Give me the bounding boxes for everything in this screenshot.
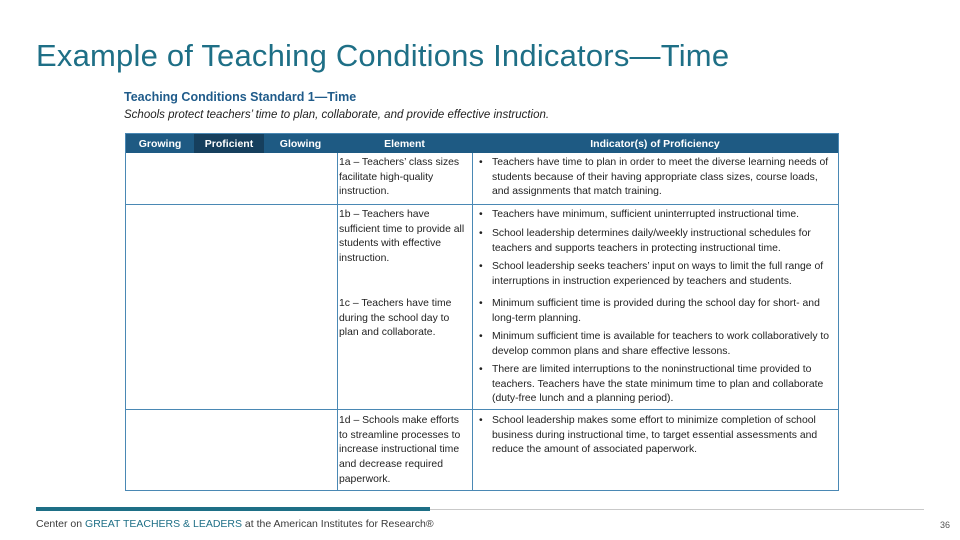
bullet-icon: • — [479, 261, 483, 272]
indicator-text: Teachers have minimum, sufficient uninterrupted instructional time. — [492, 209, 800, 220]
indicator-item — [479, 330, 836, 359]
indicators-table — [125, 133, 839, 491]
bullet-icon: • — [479, 228, 483, 239]
bullet-icon: • — [479, 364, 483, 375]
footer-prefix: Center on — [36, 518, 86, 530]
footer-divider — [430, 509, 924, 510]
row-divider — [126, 409, 838, 410]
header-proficient: Proficient — [194, 134, 264, 153]
element-1c: 1c – Teachers have time during the school day to plan and collaborate. — [339, 298, 452, 339]
indicator-item — [479, 297, 836, 326]
header-growing: Growing — [126, 134, 194, 153]
bullet-icon: • — [479, 415, 483, 426]
indicator-item — [479, 208, 836, 223]
slide-title: Example of Teaching Conditions Indicators—Time — [36, 38, 730, 73]
indicator-text: Teachers have time to plan in order to meet the diverse learning needs of students because of their having appropriate class sizes, course loads, and assignments that match training. — [492, 157, 829, 198]
bullet-icon: • — [479, 157, 483, 168]
header-indicators: Indicator(s) of Proficiency — [472, 134, 838, 153]
indicator-text: There are limited interruptions to the noninstructional time provided to teachers. Teachers have the state minimum time to plan and collaborate (duty-free lunch and a planning period). — [492, 364, 824, 405]
footer-organization: GREAT TEACHERS & LEADERS — [85, 518, 242, 530]
footer-accent-bar — [36, 507, 430, 511]
indicator-item — [479, 156, 836, 200]
indicator-text: Minimum sufficient time is provided during the school day for short- and long-term planning. — [492, 298, 820, 324]
standard-title: Teaching Conditions Standard 1—Time — [124, 90, 357, 104]
header-glowing: Glowing — [264, 134, 337, 153]
bullet-icon: • — [479, 331, 483, 342]
row-divider — [126, 204, 838, 205]
indicator-text: School leadership seeks teachers’ input on ways to limit the full range of interruptions in instruction experienced by teachers and students. — [492, 261, 824, 287]
indicator-item — [479, 414, 836, 458]
bullet-icon: • — [479, 298, 483, 309]
indicator-item — [479, 363, 836, 407]
bullet-icon: • — [479, 209, 483, 220]
indicator-text: School leadership makes some effort to minimize completion of school business during instructional time, to target essential assessments and reduce the amount of associated paperwork. — [492, 415, 818, 456]
element-1b: 1b – Teachers have sufficient time to provide all students with effective instruction. — [339, 209, 465, 265]
indicator-item — [479, 260, 836, 289]
header-element: Element — [337, 134, 472, 153]
element-1d: 1d – Schools make efforts to streamline processes to increase instructional time and decrease required paperwork. — [339, 415, 461, 485]
footer-suffix: at the American Institutes for Research® — [242, 518, 434, 530]
indicator-text: Minimum sufficient time is available for teachers to work collaboratively to develop common plans and share effective lessons. — [492, 331, 830, 357]
page-number: 36 — [940, 520, 951, 530]
element-1a: 1a – Teachers’ class sizes facilitate high-quality instruction. — [339, 157, 460, 198]
indicator-item — [479, 227, 836, 256]
standard-subtitle: Schools protect teachers’ time to plan, collaborate, and provide effective instruction. — [124, 109, 550, 121]
indicator-text: School leadership determines daily/weekly instructional schedules for teachers and supports teachers in protecting instructional time. — [492, 228, 811, 254]
footer-credit — [36, 518, 434, 530]
